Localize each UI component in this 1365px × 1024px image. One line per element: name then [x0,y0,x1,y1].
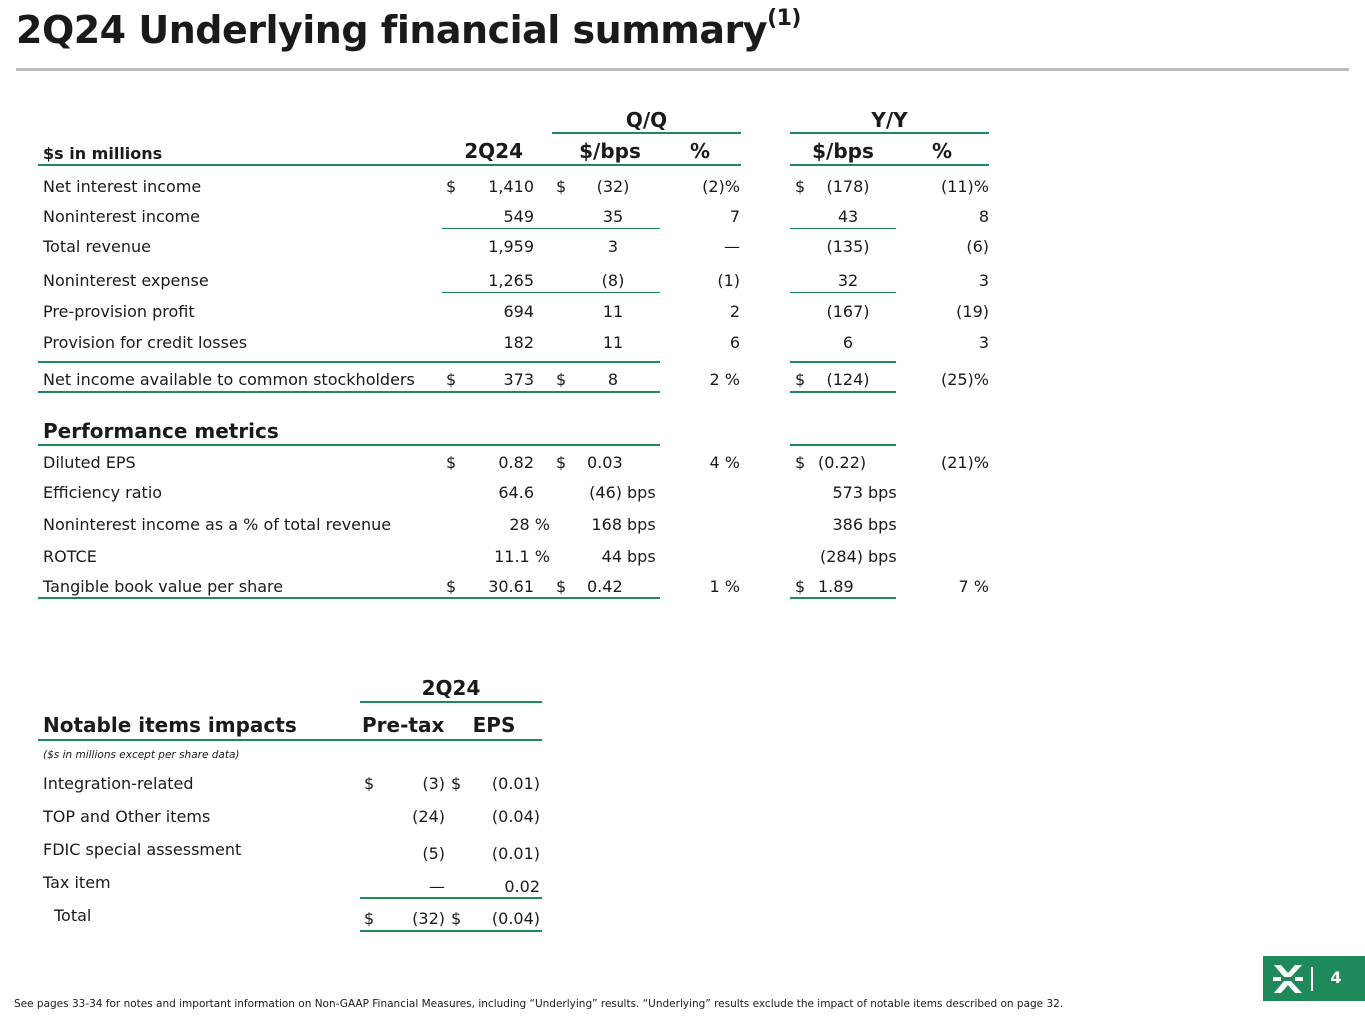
qq-unit: bps [627,515,656,534]
currency-symbol: $ [446,453,457,472]
notable-label: Tax item [43,873,111,892]
currency-symbol: $ [556,577,567,596]
period-value: 30.61 [488,577,534,596]
qq-change: 35 [602,207,624,226]
period-value: 1,410 [488,177,534,196]
qq-change: 0.03 [587,453,623,472]
yy-change: 1.89 [818,577,854,596]
qq-group-rule [552,132,741,134]
yy-unit: bps [868,547,897,566]
metrics-heading-rule [38,444,660,446]
footnote: See pages 33-34 for notes and important information on Non-GAAP Financial Measures, including “Underlying” results. “Underlying” results exclude the impact of notable items described on page 32. [14,998,1064,1010]
currency-symbol: $ [556,177,567,196]
eps-value: (0.04) [491,909,540,928]
qq-pct: 2 % [709,370,740,389]
currency-symbol: $ [364,909,375,928]
qq-change: (8) [601,271,625,290]
period-value: 373 [503,370,534,389]
yy-pct: (6) [966,237,989,256]
notable-label: FDIC special assessment [43,840,242,859]
header-rule-yy [790,164,989,166]
yy-change: (284) [819,547,863,566]
title-divider [16,68,1349,71]
qq-change: 0.42 [587,577,623,596]
row-label: Provision for credit losses [43,333,248,352]
notable-total-top-rule [360,897,542,899]
subtotal-rule [442,228,660,229]
qq-pct: — [724,237,740,256]
pretax-value: (32) [412,909,445,928]
period-value: 64.6 [498,483,534,502]
subtotal-rule-yy [790,228,896,229]
row-label: Noninterest expense [43,271,209,290]
period-value: 182 [503,333,534,352]
net-income-bottom-rule-yy [790,391,896,393]
brand-badge [1263,956,1365,1001]
page-title: 2Q24 Underlying financial summary$^{(1)}$ [16,6,801,52]
period-value: 694 [503,302,534,321]
net-income-top-rule-yy [790,361,896,363]
col-yy-amount-header: $/bps [812,139,874,163]
page-number: 4 [1330,968,1342,987]
notable-col-pretax: Pre-tax [362,713,445,737]
logo-separator [1311,967,1313,991]
yy-change: (178) [826,177,870,196]
subtotal-rule [442,292,660,293]
yy-pct: 8 [978,207,989,226]
period-value: 28 % [509,515,550,534]
net-income-top-rule [38,361,660,363]
currency-symbol: $ [556,370,567,389]
notable-label: Total [54,906,92,925]
qq-pct: 4 % [709,453,740,472]
currency-symbol: $ [364,774,375,793]
pretax-value: (24) [412,807,445,826]
qq-change: 8 [607,370,619,389]
notable-group-header: 2Q24 [421,676,481,700]
yy-change: 6 [842,333,854,352]
row-label: Net interest income [43,177,202,196]
currency-symbol: $ [795,370,806,389]
yy-unit: bps [868,483,897,502]
qq-change: 11 [602,333,624,352]
metric-label: Tangible book value per share [43,577,284,596]
notable-col-eps: EPS [472,713,516,737]
currency-symbol: $ [795,453,806,472]
yy-change: (124) [826,370,870,389]
qq-group-header: Q/Q [625,108,668,132]
notable-label: TOP and Other items [43,807,211,826]
bank-logo-icon [1271,962,1305,996]
col-period-header: 2Q24 [464,139,523,163]
qq-change: (32) [596,177,630,196]
period-value: 0.82 [498,453,534,472]
notable-subnote: ($s in millions except per share data) [43,749,240,761]
metric-label: ROTCE [43,547,97,566]
metrics-heading: Performance metrics [43,419,279,443]
yy-group-header: Y/Y [871,108,908,132]
notable-header-rule [38,739,542,741]
units-label: $s in millions [43,144,163,163]
yy-change: 32 [837,271,859,290]
metric-label: Efficiency ratio [43,483,163,502]
qq-change: 44 [601,547,622,566]
yy-change: 573 [832,483,863,502]
yy-pct: (21)% [940,453,989,472]
qq-pct: (2)% [702,177,740,196]
pretax-value: (3) [422,774,445,793]
yy-change: (135) [826,237,870,256]
metrics-bottom-rule-yy [790,597,896,599]
yy-pct: (11)% [940,177,989,196]
metric-label: Diluted EPS [43,453,136,472]
metrics-heading-rule-yy [790,444,896,446]
metrics-bottom-rule [38,597,660,599]
pretax-value: (5) [422,844,445,863]
col-yy-pct-header: % [931,139,953,163]
qq-change: 168 [591,515,622,534]
qq-change: 3 [607,237,619,256]
notable-total-bottom-rule [360,930,542,932]
yy-unit: bps [868,515,897,534]
currency-symbol: $ [556,453,567,472]
qq-unit: bps [627,483,656,502]
period-value: 11.1 % [494,547,550,566]
yy-group-rule [790,132,989,134]
period-value: 1,265 [488,271,534,290]
yy-pct: (19) [956,302,989,321]
currency-symbol: $ [795,577,806,596]
eps-value: (0.01) [491,774,540,793]
currency-symbol: $ [451,774,462,793]
header-rule [38,164,741,166]
period-value: 549 [503,207,534,226]
row-label: Noninterest income [43,207,200,226]
currency-symbol: $ [446,370,457,389]
eps-value: (0.01) [491,844,540,863]
yy-change: 386 [832,515,863,534]
currency-symbol: $ [446,177,457,196]
currency-symbol: $ [446,577,457,596]
qq-pct: 2 [729,302,740,321]
yy-change: (167) [826,302,870,321]
qq-unit: bps [627,547,656,566]
eps-value: 0.02 [504,877,540,896]
qq-change: (46) [589,483,622,502]
currency-symbol: $ [451,909,462,928]
net-income-bottom-rule [38,391,660,393]
row-label: Total revenue [43,237,151,256]
row-label: Net income available to common stockholders [43,370,415,389]
period-value: 1,959 [488,237,534,256]
yy-pct: 3 [978,271,989,290]
subtotal-rule-yy [790,292,896,293]
row-label: Pre-provision profit [43,302,195,321]
qq-change: 11 [602,302,624,321]
yy-change: 43 [837,207,859,226]
notable-heading: Notable items impacts [43,713,297,737]
yy-change: (0.22) [818,453,867,472]
currency-symbol: $ [795,177,806,196]
title-footnote-ref: (1) [767,6,801,31]
eps-value: (0.04) [491,807,540,826]
yy-pct: (25)% [940,370,989,389]
yy-pct: 3 [978,333,989,352]
qq-pct: 1 % [709,577,740,596]
col-qq-pct-header: % [689,139,711,163]
notable-label: Integration-related [43,774,194,793]
yy-pct: 7 % [958,577,989,596]
qq-pct: (1) [717,271,740,290]
notable-group-rule [360,701,542,703]
metric-label: Noninterest income as a % of total revenue [43,515,392,534]
col-qq-amount-header: $/bps [579,139,641,163]
qq-pct: 6 [729,333,740,352]
pretax-value: — [429,877,445,896]
qq-pct: 7 [729,207,740,226]
